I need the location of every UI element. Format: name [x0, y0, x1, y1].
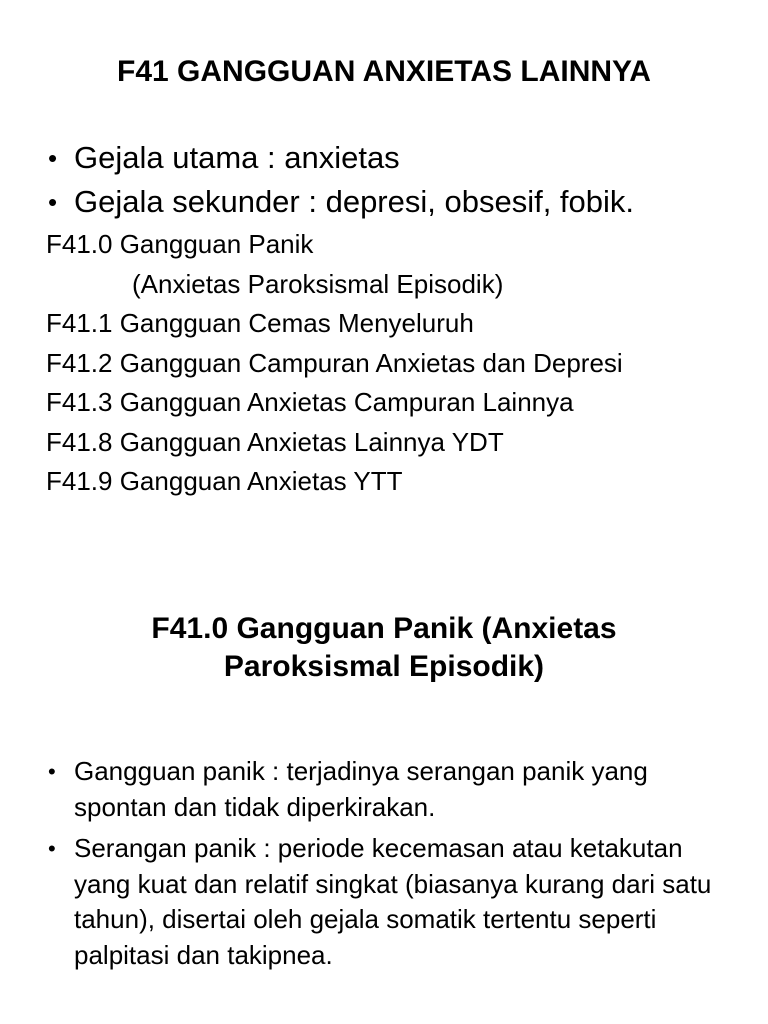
list-item [44, 180, 634, 224]
code-item: F41.3 Gangguan Anxietas Campuran Lainnya [46, 387, 574, 417]
bullet-text: Serangan panik : periode kecemasan atau ketakutan yang kuat dan relatif singkat (biasanya kurang dari satu tahun), disertai oleh gejala somatik tertentu seperti palpitasi dan takipnea. [74, 833, 712, 970]
bullet-text: Gejala utama : anxietas [74, 140, 400, 175]
slide-2-title-line-2: Paroksismal Episodik) [223, 650, 545, 683]
list-item [44, 831, 734, 973]
slide-1-bullet-list [44, 136, 634, 224]
code-item: F41.9 Gangguan Anxietas YTT [46, 466, 403, 496]
list-item [44, 754, 734, 825]
slide-2-title-line-1: F41.0 Gangguan Panik (Anxietas [151, 612, 617, 645]
bullet-icon: • [48, 759, 56, 784]
code-item: F41.0 Gangguan Panik [46, 229, 314, 259]
slide-2-title [0, 610, 768, 686]
bullet-icon: • [48, 143, 58, 173]
slide-2 [0, 560, 768, 1024]
bullet-text: Gangguan panik : terjadinya serangan panik yang spontan dan tidak diperkirakan. [74, 756, 648, 822]
bullet-text: Gejala sekunder : depresi, obsesif, fobik. [74, 184, 635, 219]
slide-2-bullet-list [44, 754, 734, 979]
code-item-subtitle: (Anxietas Paroksismal Episodik) [132, 268, 504, 299]
slide-1-title: F41 GANGGUAN ANXIETAS LAINNYA [117, 55, 651, 88]
code-item: F41.1 Gangguan Cemas Menyeluruh [46, 308, 474, 338]
diagnosis-code-list [46, 225, 623, 502]
bullet-icon: • [48, 187, 58, 217]
list-item [44, 136, 634, 180]
code-item: F41.2 Gangguan Campuran Anxietas dan Depresi [46, 347, 623, 378]
bullet-icon: • [48, 836, 56, 861]
code-item: F41.8 Gangguan Anxietas Lainnya YDT [46, 426, 504, 457]
